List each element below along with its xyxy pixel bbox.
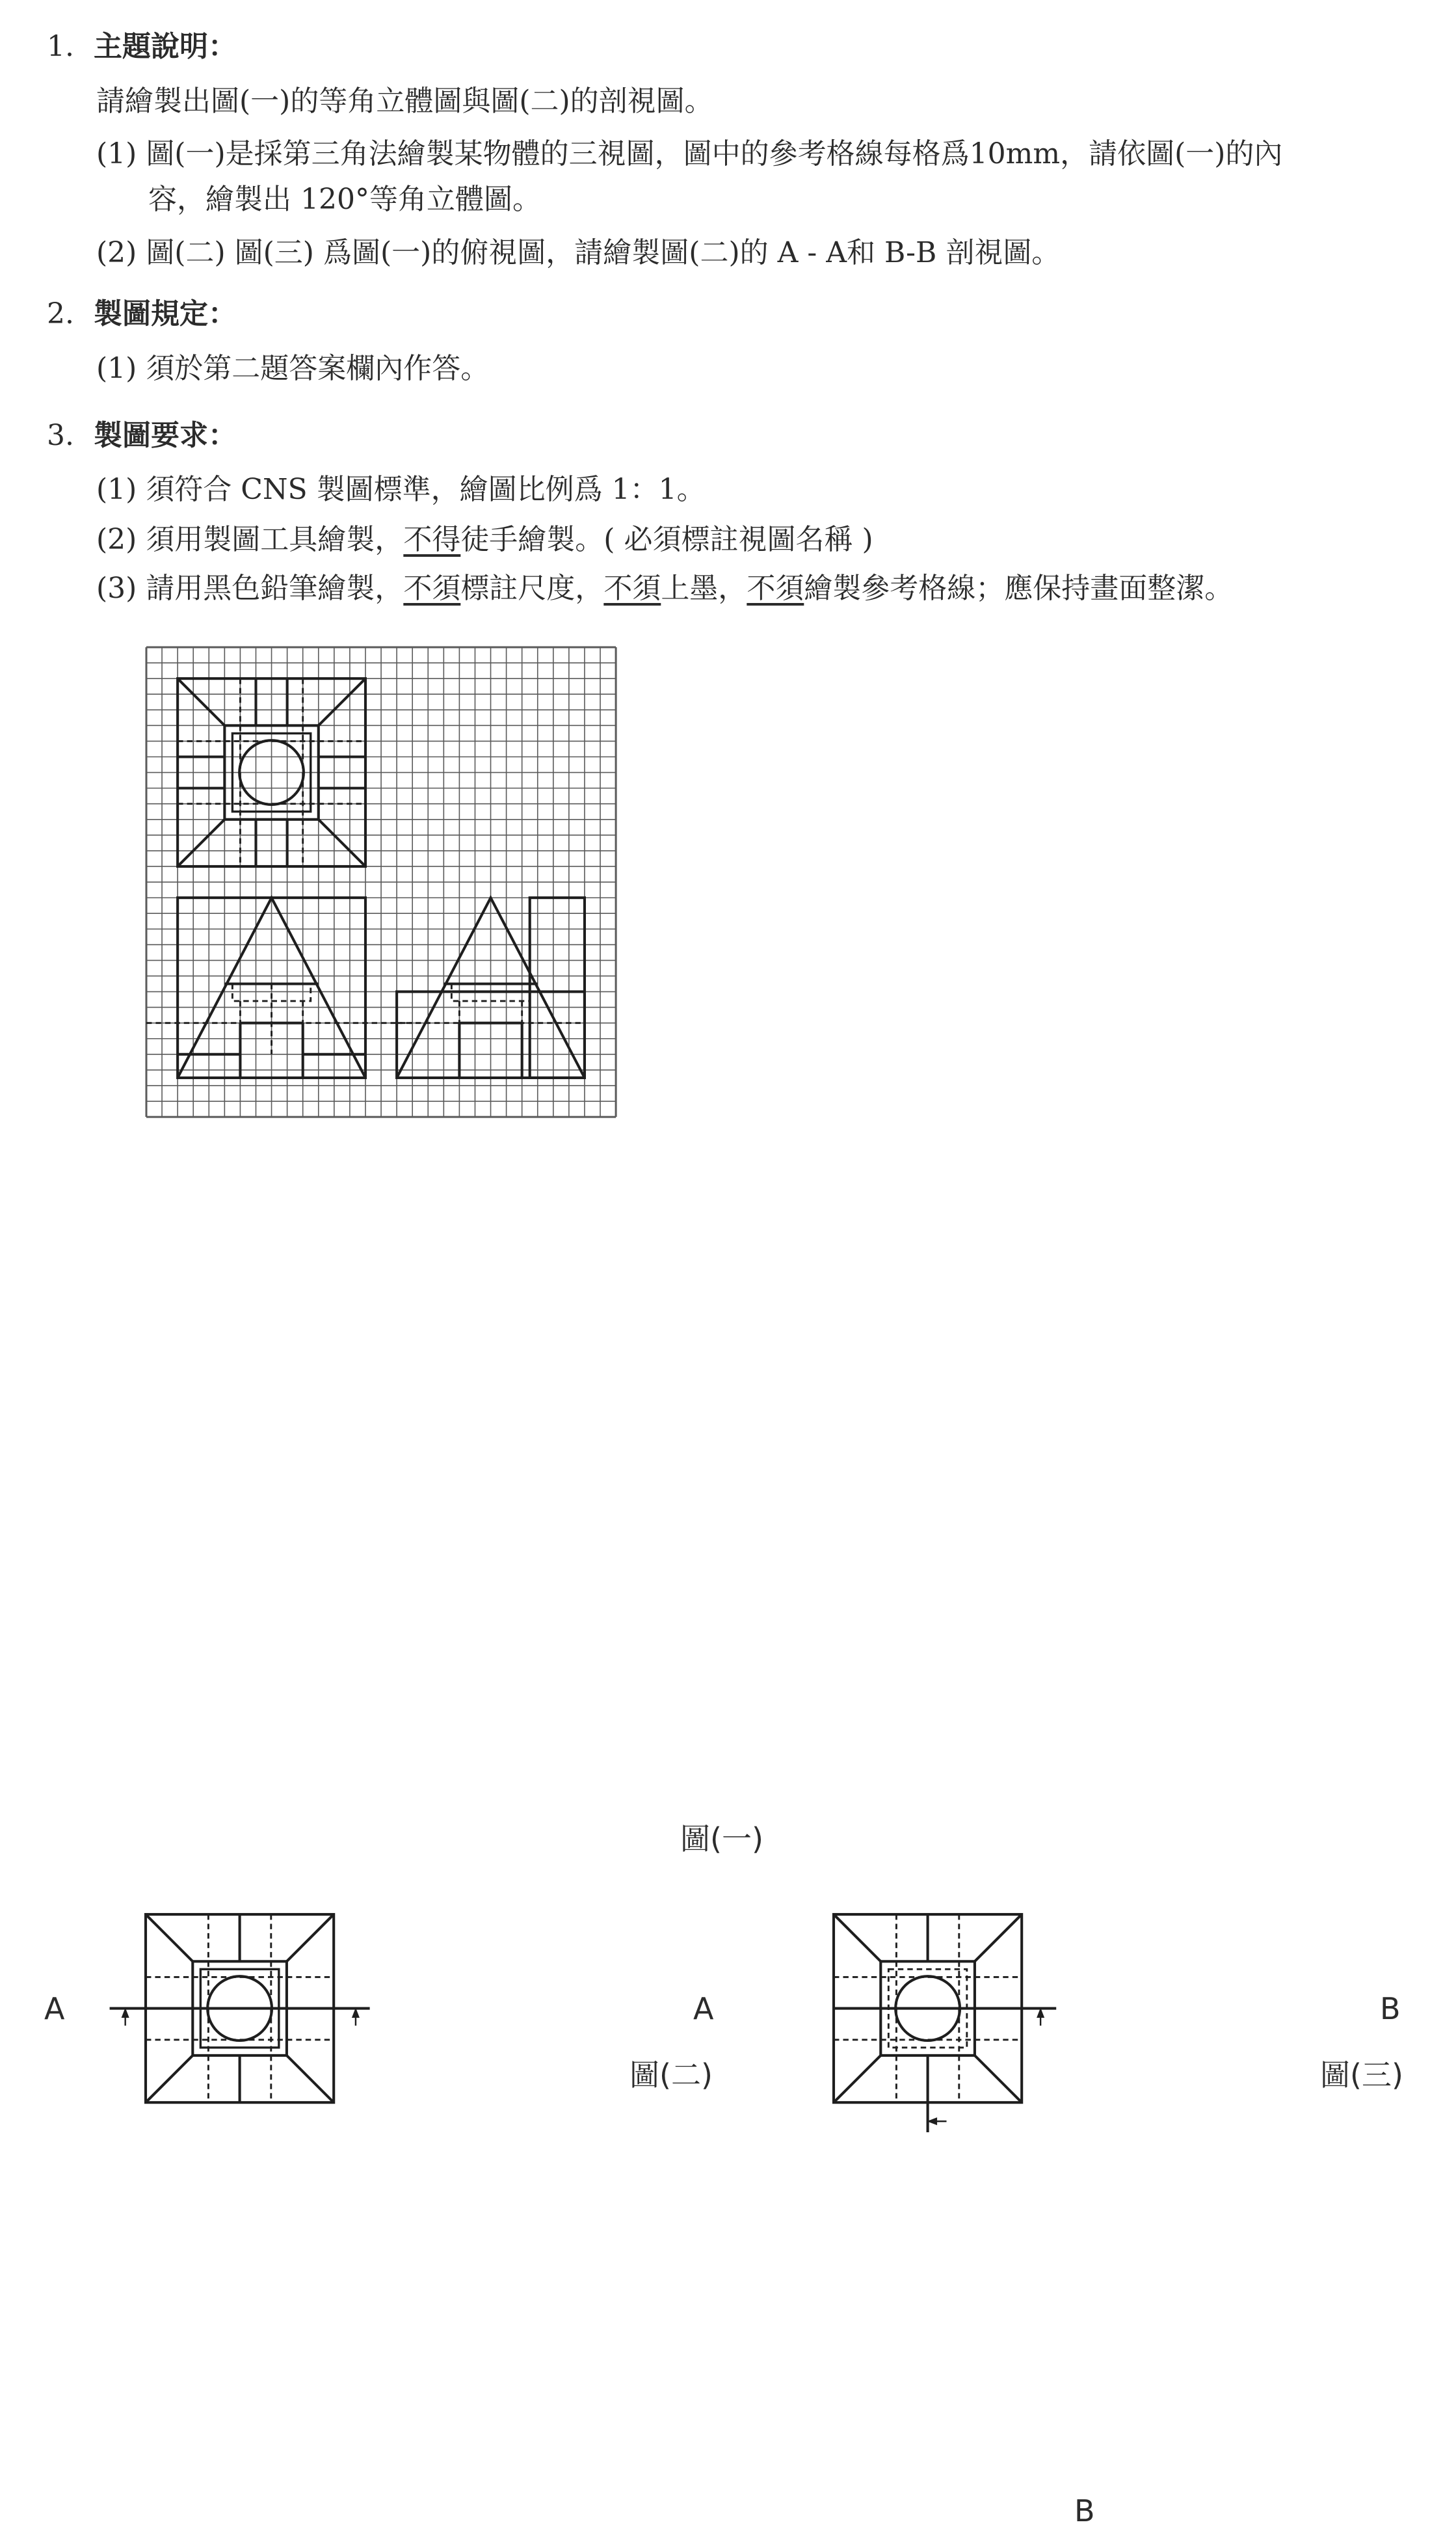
section-number: 3. bbox=[47, 419, 74, 452]
section-2-item-1: (1) 須於第二題答案欄內作答。 bbox=[96, 352, 490, 385]
front-view bbox=[146, 898, 412, 1078]
item-2-underlined: 不得 bbox=[403, 523, 461, 556]
section-number: 1. bbox=[47, 30, 74, 63]
figure-2-drawing bbox=[110, 1914, 370, 2102]
section-label-a-right: A bbox=[693, 1991, 714, 2026]
section-3-item-1: (1) 須符合 CNS 製圖標準，繪圖比例爲 1：1。 bbox=[96, 473, 706, 506]
item-3-text-a: (3) 請用黑色鉛筆繪製， bbox=[96, 572, 404, 605]
section-title: 主題說明： bbox=[94, 30, 237, 63]
section-number: 2. bbox=[47, 297, 74, 330]
section-arrow-b-bottom bbox=[927, 2117, 946, 2125]
section-title: 製圖規定： bbox=[94, 297, 237, 330]
item-3-underlined-3: 不須 bbox=[747, 572, 804, 605]
section-label-b-bottom: B bbox=[1074, 2493, 1095, 2528]
section-title: 製圖要求： bbox=[94, 419, 237, 452]
item-3-text-b: 標註尺度， bbox=[460, 572, 604, 605]
item-3-text-d: 繪製參考格線；應保持畫面整潔。 bbox=[804, 572, 1234, 605]
figure-2-caption: 圖(二) bbox=[629, 2057, 713, 2093]
figure-3-caption: 圖(三) bbox=[1320, 2057, 1403, 2093]
item-3-underlined-2: 不須 bbox=[603, 572, 661, 605]
section-1-intro: 請繪製出圖(一)的等角立體圖與圖(二)的剖視圖。 bbox=[96, 85, 713, 118]
section-1-item-1-cont: 容，繪製出 120°等角立體圖。 bbox=[148, 183, 541, 216]
figure-1-caption: 圖(一) bbox=[680, 1821, 763, 1856]
section-arrow-a-right bbox=[352, 2007, 360, 2026]
section-1-item-2: (2) 圖(二) 圖(三) 爲圖(一)的俯視圖，請繪製圖(二)的 A - A和 B-B 剖視圖。 bbox=[96, 236, 1061, 269]
item-2-text-a: (2) 須用製圖工具繪製， bbox=[96, 523, 404, 556]
item-3-text-c: 上墨， bbox=[661, 572, 747, 605]
section-arrow-a-left bbox=[122, 2007, 129, 2026]
section-1-item-1: (1) 圖(一)是採第三角法繪製某物體的三視圖，圖中的參考格線每格爲10mm，請依圖(一)的內 bbox=[96, 137, 1283, 170]
item-3-underlined-1: 不須 bbox=[403, 572, 461, 605]
section-label-a-left: A bbox=[44, 1991, 65, 2026]
item-2-text-b: 徒手繪製。( 必須標註視圖名稱 ) bbox=[460, 523, 873, 556]
figure-3-drawing bbox=[834, 1914, 1056, 2132]
section-label-b-right: B bbox=[1380, 1991, 1401, 2026]
section-arrow-b-right bbox=[1037, 2007, 1044, 2026]
